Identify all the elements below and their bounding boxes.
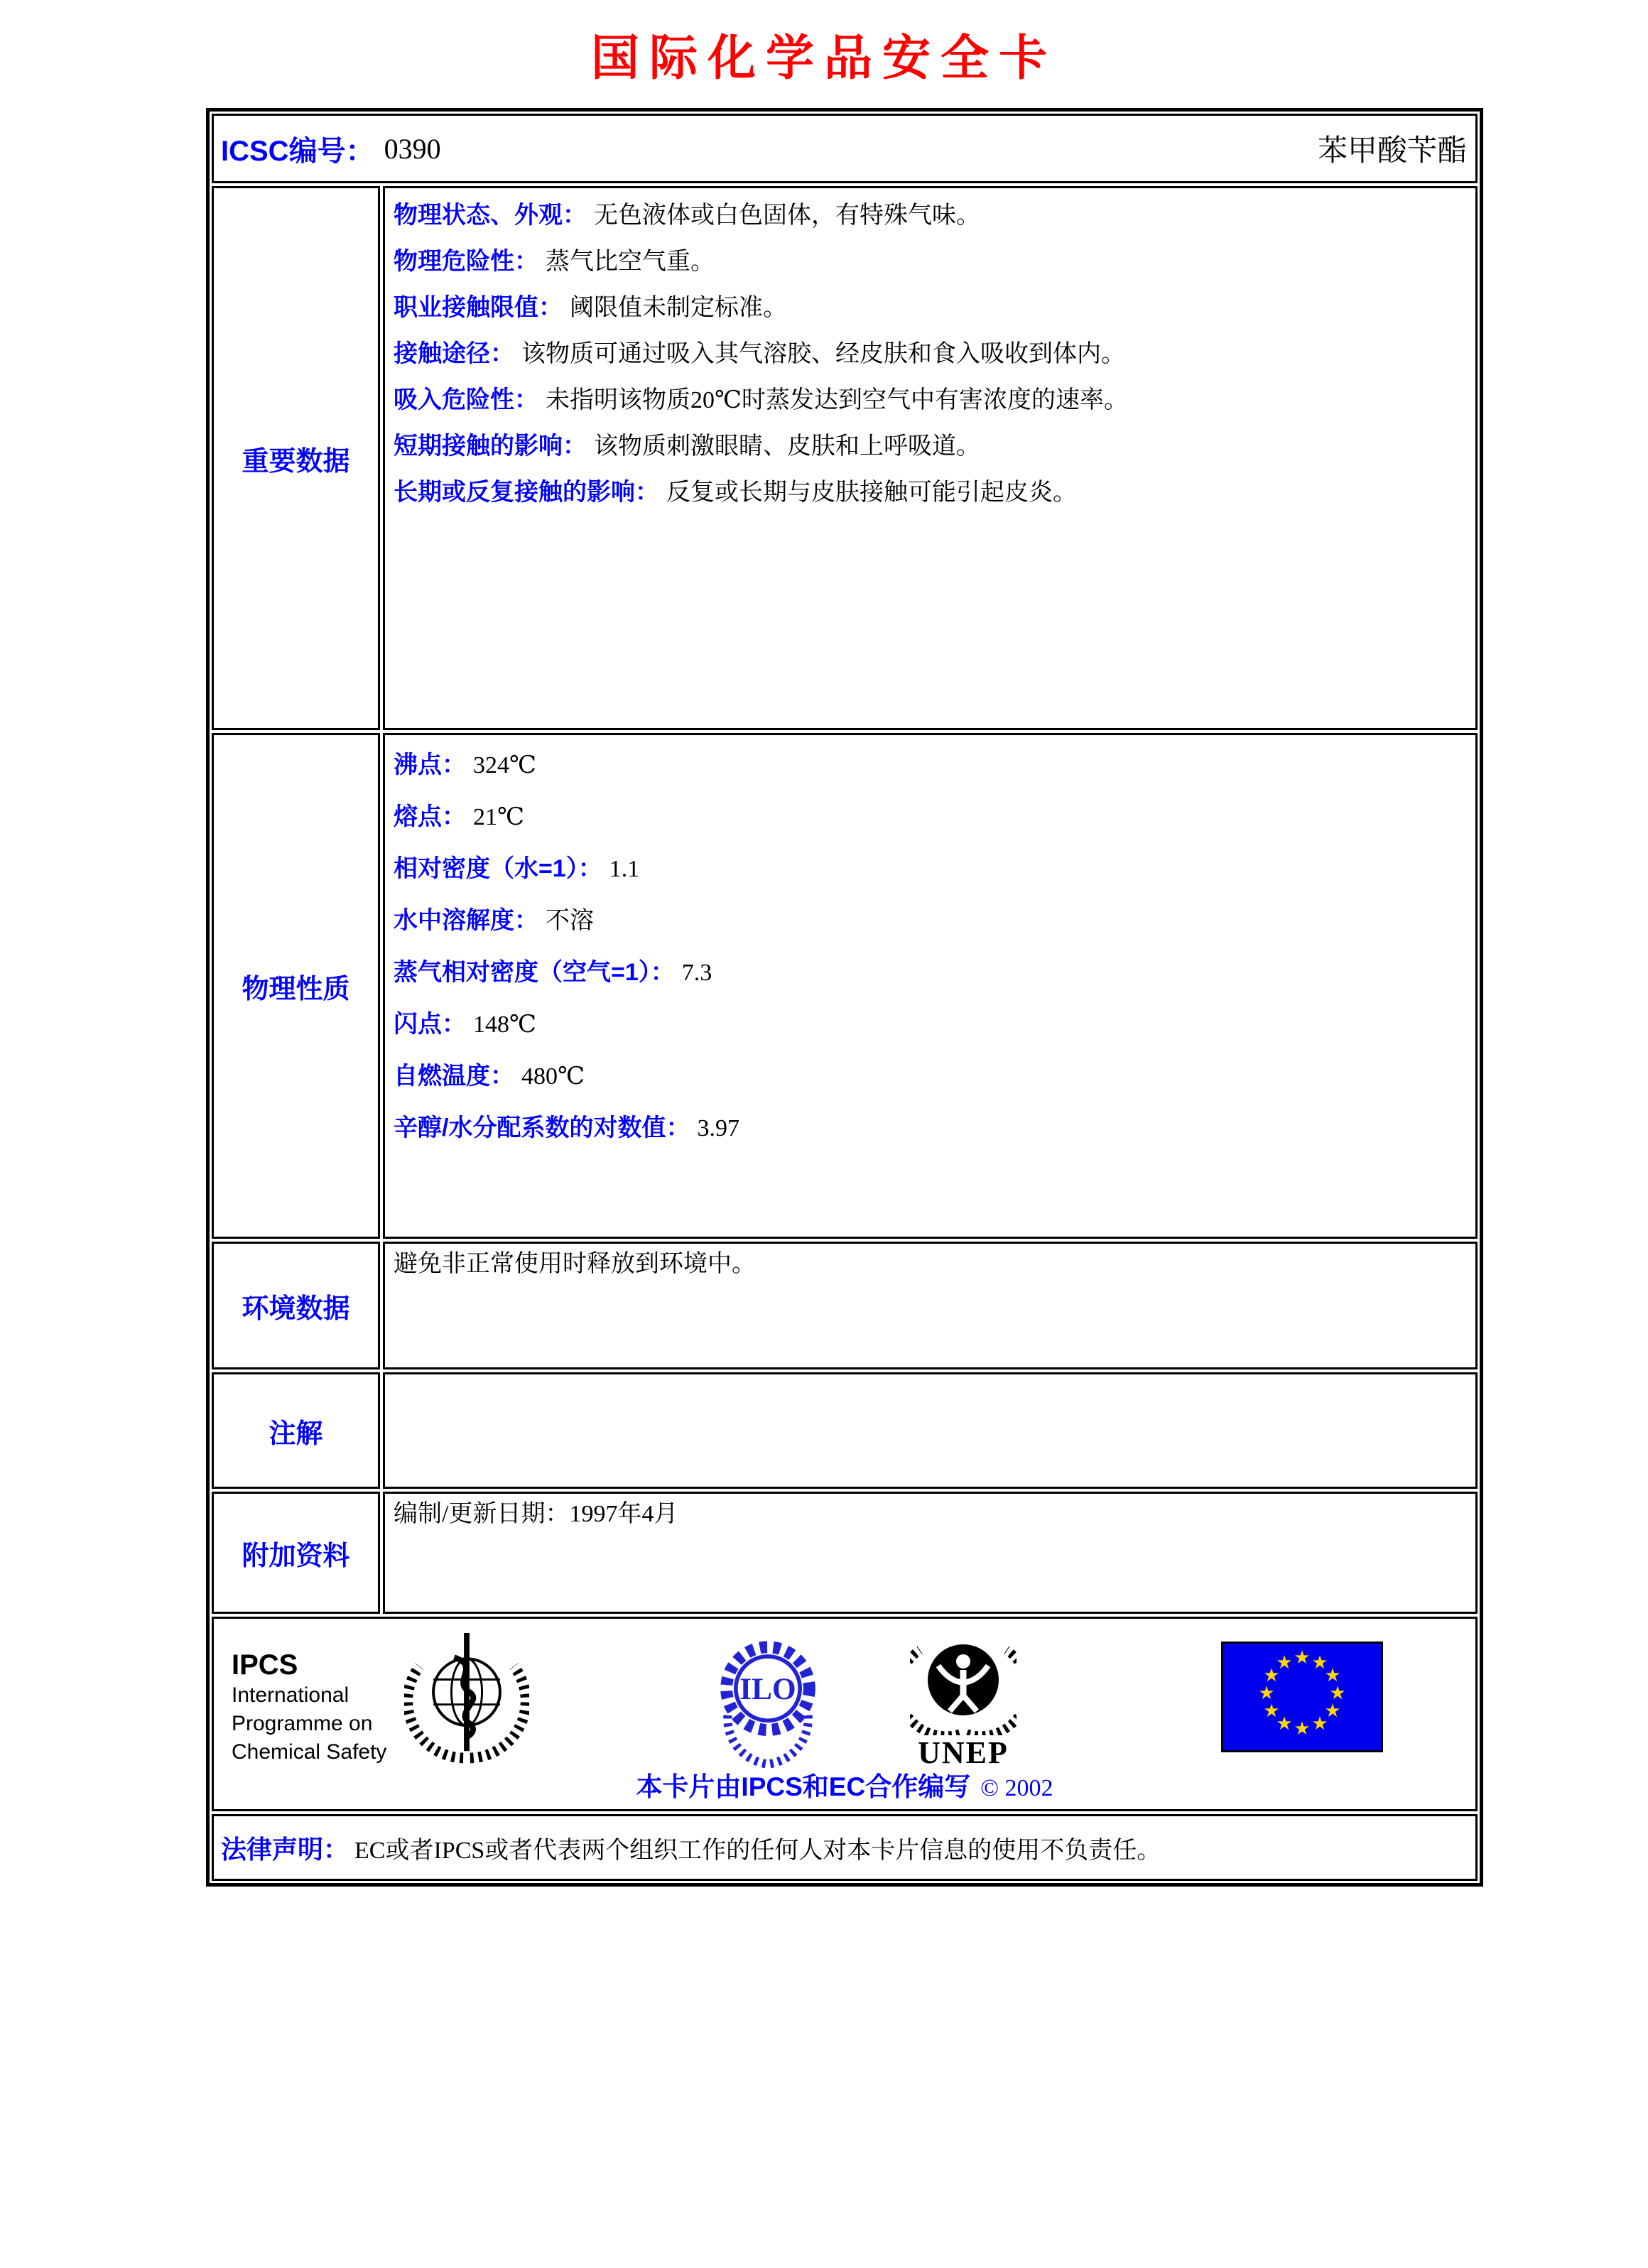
icsc-number-value: 0390 [384, 132, 441, 165]
ipcs-text-block [232, 1649, 386, 1767]
logos-row [212, 1617, 1478, 1811]
field-label: 自燃温度： [394, 1063, 514, 1090]
field-label: 长期或反复接触的影响： [394, 479, 659, 506]
field-value: 3.97 [697, 1115, 739, 1141]
legal-cell [212, 1814, 1478, 1881]
data-line [394, 791, 1467, 843]
icsc-number-group [221, 129, 441, 169]
page-title: 国际化学品安全卡 [590, 31, 1057, 85]
credit-line [214, 1765, 1475, 1803]
icsc-number-label: ICSC编号： [221, 135, 374, 167]
additional-info-row [212, 1492, 1478, 1614]
field-value: 148℃ [473, 1011, 537, 1038]
environmental-data-content [383, 1242, 1478, 1369]
environmental-data-section-label: 环境数据 [212, 1242, 380, 1369]
field-label: 短期接触的影响： [394, 433, 587, 460]
data-line [394, 423, 1467, 470]
field-label: 吸入危险性： [394, 386, 538, 413]
unep-label: UNEP [918, 1735, 1009, 1770]
data-line [394, 239, 1467, 285]
ipcs-line: International [232, 1683, 349, 1707]
field-label: 水中溶解度： [394, 907, 538, 934]
data-line [394, 285, 1467, 331]
legal-row [212, 1814, 1478, 1881]
data-line [394, 999, 1467, 1051]
field-label: 沸点： [394, 752, 466, 778]
data-line [394, 1051, 1467, 1102]
data-line [394, 192, 1467, 239]
header-cell [212, 114, 1478, 183]
important-data-row [212, 186, 1478, 730]
icsc-card-table [206, 108, 1483, 1887]
unep-logo-block [910, 1629, 1017, 1771]
field-value: 21℃ [473, 804, 525, 830]
svg-text:★: ★ [1258, 1683, 1275, 1703]
field-label: 职业接触限值： [394, 294, 563, 321]
svg-text:★: ★ [1324, 1700, 1341, 1721]
update-date-value: 1997年4月 [569, 1501, 678, 1527]
field-value: 反复或长期与皮肤接触可能引起皮炎。 [666, 479, 1077, 506]
notes-row [212, 1372, 1478, 1489]
additional-info-section-label: 附加资料 [212, 1492, 380, 1614]
physical-properties-row [212, 733, 1478, 1239]
field-value: 7.3 [681, 960, 712, 986]
important-data-content [383, 186, 1478, 730]
ipcs-acronym: IPCS [232, 1649, 298, 1681]
ipcs-line: Programme on [232, 1712, 373, 1735]
svg-text:★: ★ [1263, 1665, 1280, 1686]
field-label: 相对密度（水=1）： [394, 855, 602, 882]
svg-text:ILO: ILO [739, 1672, 796, 1707]
svg-text:★: ★ [1311, 1713, 1328, 1734]
data-line [394, 843, 1467, 895]
header-row [212, 114, 1478, 183]
svg-text:★: ★ [1294, 1718, 1311, 1739]
field-value: 不溶 [546, 908, 594, 934]
ilo-logo-icon [711, 1634, 825, 1773]
svg-text:★: ★ [1294, 1647, 1311, 1668]
field-label: 蒸气相对密度（空气=1）： [394, 959, 675, 986]
field-value: 该物质可通过吸入其气溶胶、经皮肤和食入吸收到体内。 [521, 341, 1125, 367]
legal-label: 法律声明： [221, 1834, 349, 1864]
field-value: 1.1 [609, 856, 640, 882]
field-value: 蒸气比空气重。 [546, 249, 715, 275]
environmental-data-row [212, 1242, 1478, 1369]
ipcs-line: Chemical Safety [232, 1740, 387, 1764]
data-line [394, 1102, 1467, 1154]
field-value: 无色液体或白色固体，有特殊气味。 [594, 202, 980, 229]
field-value: 未指明该物质20℃时蒸发达到空气中有害浓度的速率。 [546, 387, 1129, 413]
svg-text:★: ★ [1311, 1652, 1328, 1673]
notes-content [383, 1372, 1478, 1489]
data-line [394, 470, 1467, 516]
unep-logo-icon [910, 1629, 1017, 1735]
data-line [394, 377, 1467, 423]
legal-text: EC或者IPCS或者代表两个组织工作的任何人对本卡片信息的使用不负责任。 [354, 1837, 1161, 1864]
svg-text:★: ★ [1329, 1683, 1346, 1703]
logos-cell [212, 1617, 1478, 1811]
field-label: 物理危险性： [394, 248, 538, 275]
field-value: 480℃ [521, 1063, 585, 1090]
important-data-section-label: 重要数据 [212, 186, 380, 730]
environmental-data-text: 避免非正常使用时释放到环境中。 [394, 1251, 756, 1277]
svg-text:★: ★ [1276, 1713, 1293, 1734]
field-value: 324℃ [473, 752, 537, 778]
credit-text: 本卡片由IPCS和EC合作编写 [636, 1772, 971, 1801]
data-line [394, 947, 1467, 999]
svg-text:★: ★ [1263, 1700, 1280, 1721]
field-label: 接触途径： [394, 340, 514, 367]
physical-properties-content [383, 733, 1478, 1239]
field-label: 熔点： [394, 803, 466, 830]
additional-info-content [383, 1492, 1478, 1614]
field-label: 闪点： [394, 1011, 466, 1038]
field-value: 该物质刺激眼睛、皮肤和上呼吸道。 [594, 433, 980, 460]
physical-properties-section-label: 物理性质 [212, 733, 380, 1239]
svg-text:★: ★ [1324, 1665, 1341, 1686]
notes-section-label: 注解 [212, 1372, 380, 1489]
field-label: 辛醇/水分配系数的对数值： [394, 1114, 690, 1141]
data-line [394, 331, 1467, 377]
who-logo-icon [404, 1624, 529, 1770]
field-value: 阈限值未制定标准。 [570, 295, 787, 321]
eu-flag-icon [1221, 1642, 1383, 1752]
data-line [394, 739, 1467, 791]
field-label: 物理状态、外观： [394, 202, 587, 229]
svg-text:★: ★ [1276, 1652, 1293, 1673]
data-line [394, 895, 1467, 947]
chemical-name: 苯甲酸苄酯 [1317, 135, 1467, 168]
copyright-text: © 2002 [980, 1775, 1053, 1801]
update-date-line [394, 1498, 1467, 1531]
update-date-label: 编制/更新日期： [394, 1501, 570, 1527]
